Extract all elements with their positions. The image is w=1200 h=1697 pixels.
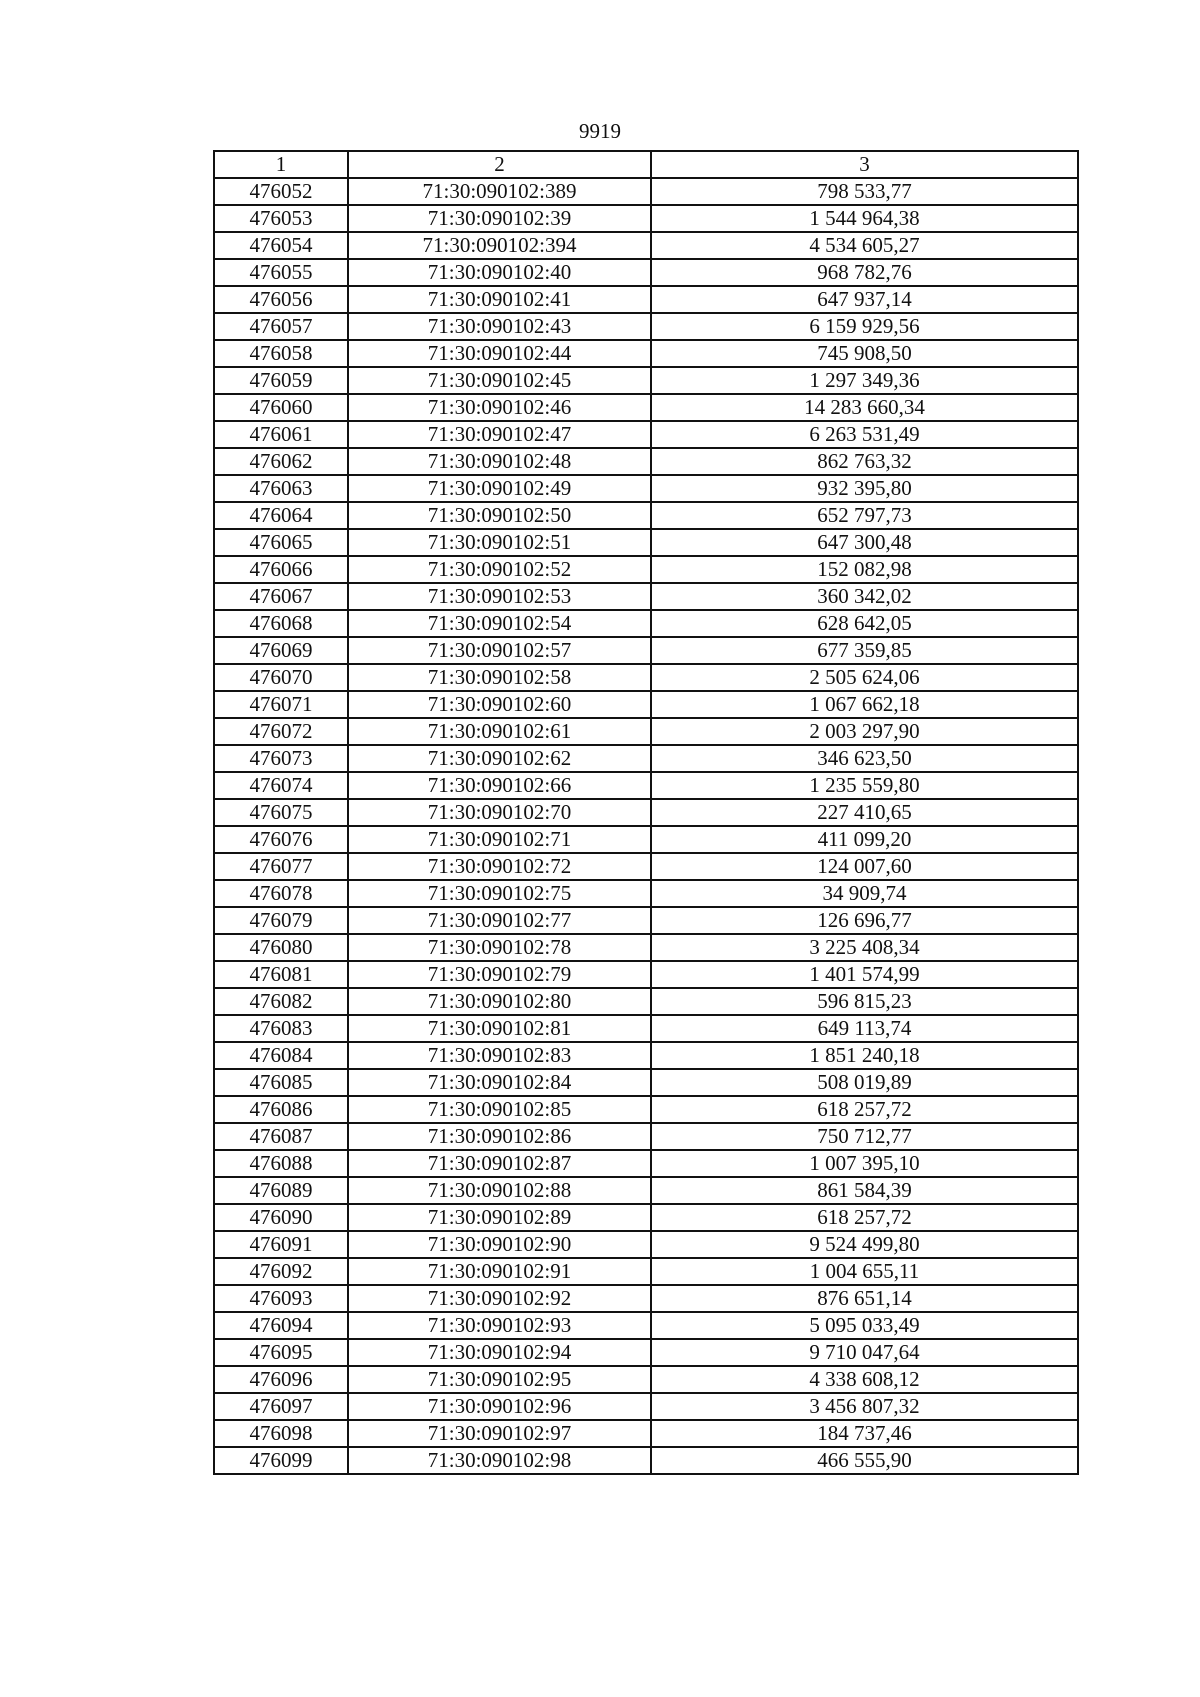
table-row: [214, 988, 1078, 1015]
value-cell: 34 909,74: [651, 880, 1078, 907]
row-number-cell: 476096: [214, 1366, 348, 1393]
value-cell: 596 815,23: [651, 988, 1078, 1015]
row-number-cell: 476060: [214, 394, 348, 421]
value-cell: 1 067 662,18: [651, 691, 1078, 718]
row-number-cell: 476064: [214, 502, 348, 529]
row-number-cell: 476070: [214, 664, 348, 691]
row-number-cell: 476072: [214, 718, 348, 745]
value-cell: 932 395,80: [651, 475, 1078, 502]
value-cell: 508 019,89: [651, 1069, 1078, 1096]
row-number-cell: 476075: [214, 799, 348, 826]
cadastral-number-cell: 71:30:090102:54: [348, 610, 651, 637]
value-cell: 1 297 349,36: [651, 367, 1078, 394]
row-number-cell: 476084: [214, 1042, 348, 1069]
value-cell: 798 533,77: [651, 178, 1078, 205]
value-cell: 5 095 033,49: [651, 1312, 1078, 1339]
cadastral-number-cell: 71:30:090102:75: [348, 880, 651, 907]
cadastral-number-cell: 71:30:090102:53: [348, 583, 651, 610]
cadastral-number-cell: 71:30:090102:50: [348, 502, 651, 529]
table-header: [214, 151, 1078, 178]
row-number-cell: 476091: [214, 1231, 348, 1258]
value-cell: 360 342,02: [651, 583, 1078, 610]
column-header-3: 3: [651, 151, 1078, 178]
cadastral-number-cell: 71:30:090102:84: [348, 1069, 651, 1096]
table-row: [214, 394, 1078, 421]
row-number-cell: 476076: [214, 826, 348, 853]
table-row: [214, 286, 1078, 313]
table-row: [214, 691, 1078, 718]
cadastral-number-cell: 71:30:090102:91: [348, 1258, 651, 1285]
row-number-cell: 476055: [214, 259, 348, 286]
row-number-cell: 476099: [214, 1447, 348, 1474]
cadastral-number-cell: 71:30:090102:61: [348, 718, 651, 745]
table-row: [214, 1096, 1078, 1123]
row-number-cell: 476063: [214, 475, 348, 502]
row-number-cell: 476085: [214, 1069, 348, 1096]
value-cell: 184 737,46: [651, 1420, 1078, 1447]
row-number-cell: 476065: [214, 529, 348, 556]
value-cell: 647 300,48: [651, 529, 1078, 556]
table-row: [214, 313, 1078, 340]
page-number: 9919: [579, 119, 621, 143]
cadastral-number-cell: 71:30:090102:46: [348, 394, 651, 421]
cadastral-number-cell: 71:30:090102:72: [348, 853, 651, 880]
row-number-cell: 476087: [214, 1123, 348, 1150]
cadastral-number-cell: 71:30:090102:60: [348, 691, 651, 718]
value-cell: 1 235 559,80: [651, 772, 1078, 799]
row-number-cell: 476054: [214, 232, 348, 259]
value-cell: 861 584,39: [651, 1177, 1078, 1204]
table-row: [214, 961, 1078, 988]
value-cell: 1 401 574,99: [651, 961, 1078, 988]
table-row: [214, 637, 1078, 664]
header-row: [214, 151, 1078, 178]
table-row: [214, 367, 1078, 394]
table-row: [214, 1312, 1078, 1339]
table-row: [214, 1339, 1078, 1366]
table-row: [214, 934, 1078, 961]
value-cell: 124 007,60: [651, 853, 1078, 880]
table-row: [214, 907, 1078, 934]
value-cell: 466 555,90: [651, 1447, 1078, 1474]
cadastral-number-cell: 71:30:090102:97: [348, 1420, 651, 1447]
value-cell: 649 113,74: [651, 1015, 1078, 1042]
cadastral-number-cell: 71:30:090102:62: [348, 745, 651, 772]
row-number-cell: 476052: [214, 178, 348, 205]
value-cell: 14 283 660,34: [651, 394, 1078, 421]
table-row: [214, 1150, 1078, 1177]
cadastral-number-cell: 71:30:090102:51: [348, 529, 651, 556]
table-row: [214, 718, 1078, 745]
value-cell: 876 651,14: [651, 1285, 1078, 1312]
cadastral-number-cell: 71:30:090102:394: [348, 232, 651, 259]
table-row: [214, 1447, 1078, 1474]
table-body: [214, 178, 1078, 1474]
cadastral-number-cell: 71:30:090102:47: [348, 421, 651, 448]
value-cell: 3 225 408,34: [651, 934, 1078, 961]
row-number-cell: 476077: [214, 853, 348, 880]
cadastral-number-cell: 71:30:090102:49: [348, 475, 651, 502]
value-cell: 628 642,05: [651, 610, 1078, 637]
row-number-cell: 476057: [214, 313, 348, 340]
table-row: [214, 772, 1078, 799]
value-cell: 745 908,50: [651, 340, 1078, 367]
table-row: [214, 1204, 1078, 1231]
table-row: [214, 1123, 1078, 1150]
cadastral-number-cell: 71:30:090102:95: [348, 1366, 651, 1393]
table-row: [214, 475, 1078, 502]
cadastral-number-cell: 71:30:090102:87: [348, 1150, 651, 1177]
cadastral-number-cell: 71:30:090102:70: [348, 799, 651, 826]
row-number-cell: 476083: [214, 1015, 348, 1042]
cadastral-number-cell: 71:30:090102:80: [348, 988, 651, 1015]
table-row: [214, 826, 1078, 853]
cadastral-number-cell: 71:30:090102:94: [348, 1339, 651, 1366]
value-cell: 968 782,76: [651, 259, 1078, 286]
table-row: [214, 880, 1078, 907]
value-cell: 3 456 807,32: [651, 1393, 1078, 1420]
value-cell: 4 534 605,27: [651, 232, 1078, 259]
value-cell: 618 257,72: [651, 1204, 1078, 1231]
table-row: [214, 1393, 1078, 1420]
value-cell: 4 338 608,12: [651, 1366, 1078, 1393]
row-number-cell: 476089: [214, 1177, 348, 1204]
value-cell: 1 851 240,18: [651, 1042, 1078, 1069]
value-cell: 647 937,14: [651, 286, 1078, 313]
value-cell: 346 623,50: [651, 745, 1078, 772]
table-row: [214, 853, 1078, 880]
table-row: [214, 1015, 1078, 1042]
table-row: [214, 664, 1078, 691]
row-number-cell: 476088: [214, 1150, 348, 1177]
cadastral-number-cell: 71:30:090102:86: [348, 1123, 651, 1150]
cadastral-number-cell: 71:30:090102:98: [348, 1447, 651, 1474]
table-row: [214, 178, 1078, 205]
table-row: [214, 1231, 1078, 1258]
table-row: [214, 259, 1078, 286]
row-number-cell: 476067: [214, 583, 348, 610]
value-cell: 1 007 395,10: [651, 1150, 1078, 1177]
table-row: [214, 232, 1078, 259]
row-number-cell: 476069: [214, 637, 348, 664]
row-number-cell: 476080: [214, 934, 348, 961]
table-row: [214, 448, 1078, 475]
row-number-cell: 476079: [214, 907, 348, 934]
row-number-cell: 476059: [214, 367, 348, 394]
cadastral-number-cell: 71:30:090102:90: [348, 1231, 651, 1258]
cadastral-number-cell: 71:30:090102:52: [348, 556, 651, 583]
row-number-cell: 476074: [214, 772, 348, 799]
cadastral-number-cell: 71:30:090102:96: [348, 1393, 651, 1420]
table-row: [214, 799, 1078, 826]
column-header-2: 2: [348, 151, 651, 178]
value-cell: 9 710 047,64: [651, 1339, 1078, 1366]
cadastral-number-cell: 71:30:090102:71: [348, 826, 651, 853]
value-cell: 9 524 499,80: [651, 1231, 1078, 1258]
table-row: [214, 1366, 1078, 1393]
cadastral-number-cell: 71:30:090102:89: [348, 1204, 651, 1231]
cadastral-number-cell: 71:30:090102:39: [348, 205, 651, 232]
row-number-cell: 476081: [214, 961, 348, 988]
value-cell: 152 082,98: [651, 556, 1078, 583]
value-cell: 411 099,20: [651, 826, 1078, 853]
cadastral-number-cell: 71:30:090102:81: [348, 1015, 651, 1042]
cadastral-number-cell: 71:30:090102:58: [348, 664, 651, 691]
row-number-cell: 476078: [214, 880, 348, 907]
row-number-cell: 476082: [214, 988, 348, 1015]
cadastral-number-cell: 71:30:090102:40: [348, 259, 651, 286]
cadastral-number-cell: 71:30:090102:77: [348, 907, 651, 934]
value-cell: 6 159 929,56: [651, 313, 1078, 340]
value-cell: 126 696,77: [651, 907, 1078, 934]
row-number-cell: 476073: [214, 745, 348, 772]
value-cell: 227 410,65: [651, 799, 1078, 826]
cadastral-number-cell: 71:30:090102:44: [348, 340, 651, 367]
column-header-1: 1: [214, 151, 348, 178]
table-row: [214, 1285, 1078, 1312]
value-cell: 2 505 624,06: [651, 664, 1078, 691]
table-row: [214, 745, 1078, 772]
row-number-cell: 476095: [214, 1339, 348, 1366]
cadastral-number-cell: 71:30:090102:78: [348, 934, 651, 961]
table-row: [214, 1177, 1078, 1204]
cadastral-number-cell: 71:30:090102:93: [348, 1312, 651, 1339]
row-number-cell: 476053: [214, 205, 348, 232]
table-row: [214, 502, 1078, 529]
row-number-cell: 476066: [214, 556, 348, 583]
table-row: [214, 529, 1078, 556]
cadastral-number-cell: 71:30:090102:43: [348, 313, 651, 340]
table-row: [214, 610, 1078, 637]
table-row: [214, 340, 1078, 367]
row-number-cell: 476090: [214, 1204, 348, 1231]
table-row: [214, 583, 1078, 610]
table-row: [214, 1069, 1078, 1096]
row-number-cell: 476062: [214, 448, 348, 475]
value-cell: 6 263 531,49: [651, 421, 1078, 448]
row-number-cell: 476093: [214, 1285, 348, 1312]
cadastral-number-cell: 71:30:090102:83: [348, 1042, 651, 1069]
row-number-cell: 476061: [214, 421, 348, 448]
row-number-cell: 476097: [214, 1393, 348, 1420]
value-cell: 862 763,32: [651, 448, 1078, 475]
table-row: [214, 421, 1078, 448]
table-row: [214, 1042, 1078, 1069]
value-cell: 677 359,85: [651, 637, 1078, 664]
cadastral-number-cell: 71:30:090102:79: [348, 961, 651, 988]
table-row: [214, 205, 1078, 232]
value-cell: 1 004 655,11: [651, 1258, 1078, 1285]
cadastral-number-cell: 71:30:090102:389: [348, 178, 651, 205]
cadastral-table: [213, 150, 1079, 1475]
table-row: [214, 1420, 1078, 1447]
cadastral-number-cell: 71:30:090102:85: [348, 1096, 651, 1123]
value-cell: 652 797,73: [651, 502, 1078, 529]
cadastral-number-cell: 71:30:090102:41: [348, 286, 651, 313]
cadastral-number-cell: 71:30:090102:88: [348, 1177, 651, 1204]
row-number-cell: 476098: [214, 1420, 348, 1447]
row-number-cell: 476094: [214, 1312, 348, 1339]
value-cell: 750 712,77: [651, 1123, 1078, 1150]
row-number-cell: 476058: [214, 340, 348, 367]
row-number-cell: 476086: [214, 1096, 348, 1123]
table-row: [214, 1258, 1078, 1285]
value-cell: 2 003 297,90: [651, 718, 1078, 745]
cadastral-number-cell: 71:30:090102:66: [348, 772, 651, 799]
value-cell: 618 257,72: [651, 1096, 1078, 1123]
cadastral-number-cell: 71:30:090102:92: [348, 1285, 651, 1312]
row-number-cell: 476092: [214, 1258, 348, 1285]
row-number-cell: 476068: [214, 610, 348, 637]
cadastral-number-cell: 71:30:090102:57: [348, 637, 651, 664]
row-number-cell: 476071: [214, 691, 348, 718]
table-row: [214, 556, 1078, 583]
cadastral-number-cell: 71:30:090102:48: [348, 448, 651, 475]
value-cell: 1 544 964,38: [651, 205, 1078, 232]
row-number-cell: 476056: [214, 286, 348, 313]
cadastral-number-cell: 71:30:090102:45: [348, 367, 651, 394]
